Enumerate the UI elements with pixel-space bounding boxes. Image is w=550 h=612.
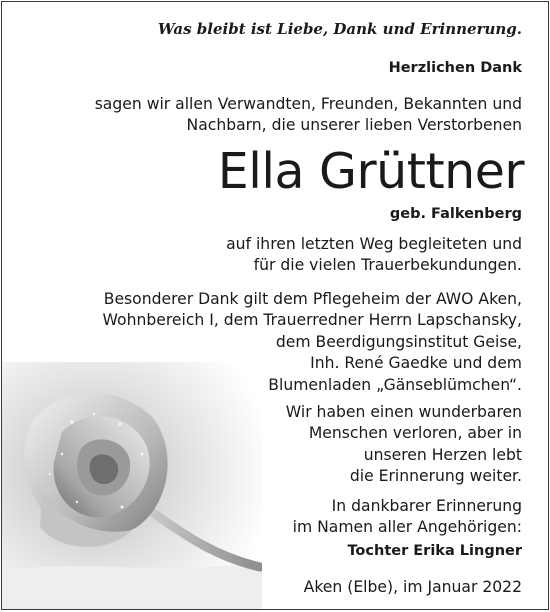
intro-line: sagen wir allen Verwandten, Freunden, Bekannten und	[94, 95, 522, 113]
obituary-card	[1, 1, 549, 610]
signer-name: Tochter Erika Lingner	[347, 543, 522, 559]
intro-line: Nachbarn, die unserer lieben Verstorbenen	[186, 116, 522, 135]
loss-line: Wir haben einen wunderbaren	[285, 403, 522, 421]
ways-line: für die vielen Trauerbekundungen.	[253, 256, 522, 275]
rose-image	[2, 362, 262, 609]
special-line: Blumenladen „Gänseblümchen“.	[268, 375, 522, 394]
motto: Was bleibt ist Liebe, Dank und Erinnerung.	[157, 20, 522, 38]
loss-line: unseren Herzen lebt	[363, 445, 522, 464]
memory-line: In dankbarer Erinnerung	[331, 497, 522, 515]
special-line: Wohnbereich I, dem Trauerredner Herrn Lapschansky,	[102, 311, 522, 330]
memory-line: im Namen aller Angehörigen:	[292, 518, 522, 537]
ways-line: auf ihren letzten Weg begleiteten und	[226, 235, 522, 253]
ways-text	[226, 234, 522, 277]
birth-name: geb. Falkenberg	[389, 206, 522, 222]
special-line: Inh. René Gaedke und dem	[310, 354, 522, 373]
loss-line: Menschen verloren, aber in	[308, 424, 522, 443]
intro-text	[95, 94, 522, 137]
deceased-name: Ella Grüttner	[217, 143, 524, 200]
special-thanks-text	[103, 289, 522, 396]
loss-line: die Erinnerung weiter.	[349, 467, 522, 486]
loss-text	[286, 402, 522, 488]
memory-text	[293, 496, 522, 539]
special-line: dem Beerdigungsinstitut Geise,	[275, 332, 522, 351]
thanks-title: Herzlichen Dank	[388, 60, 522, 76]
place-date: Aken (Elbe), im Januar 2022	[303, 578, 522, 596]
special-line: Besonderer Dank gilt dem Pflegeheim der AWO Aken,	[103, 290, 522, 308]
